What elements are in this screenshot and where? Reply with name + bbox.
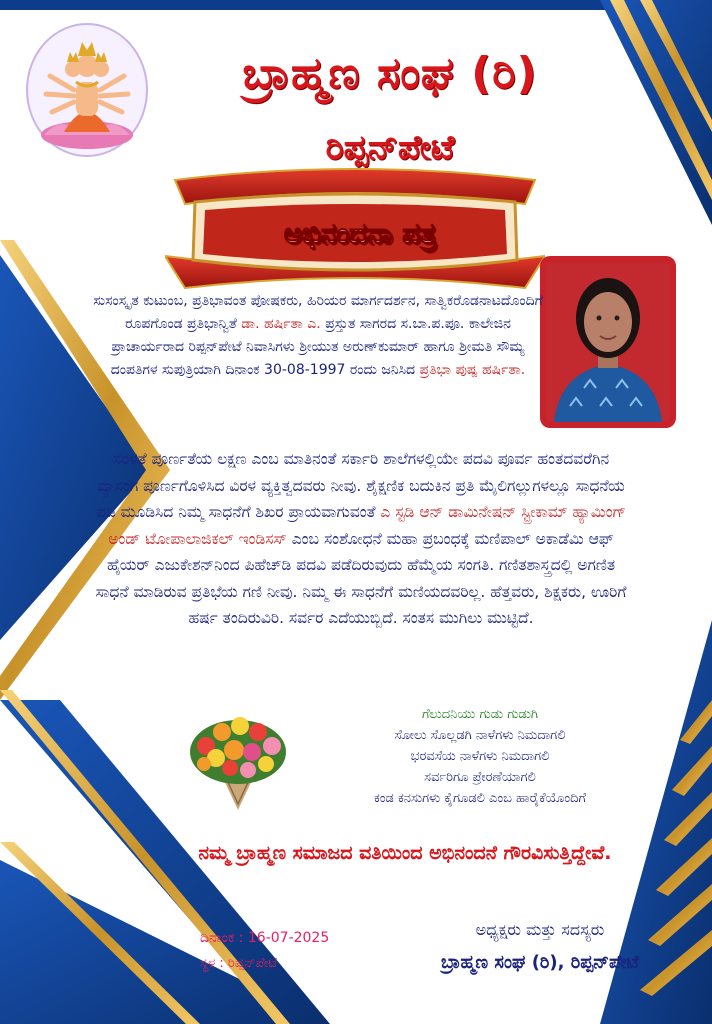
- poem-line: ಗೆಲುದನಿಯು ಗುಡು ಗುಡುಗಿ: [422, 707, 538, 722]
- portrait-photo: [540, 256, 676, 428]
- signatory-title: ಅಧ್ಯಕ್ಷರು ಮತ್ತು ಸದಸ್ಯರು: [475, 920, 605, 939]
- org-title: ಬ್ರಾಹ್ಮಣ ಸಂಘ (ರಿ): [242, 48, 538, 99]
- banner-title: ಅಭಿನಂದನಾ ಪತ್ರ: [283, 217, 437, 250]
- body-part1: ಸರಳತೆ ಪೂರ್ಣತೆಯ ಲಕ್ಷಣ ಎಂಬ ಮಾತಿನಂತೆ ಸರ್ಕಾರಿ ಶಾಲೆಗಳಲ್ಲಿಯೇ ಪದವಿ ಪೂರ್ವ ಹಂತದವರೆಗಿನ ವ್ಯಾಸಂಗ ಪೂರ್ಣಗೊಳಿಸಿದ ವಿರಳ ವ್ಯಕ್ತಿತ್ವದವರು ನೀವು. ಶೈಕ್ಷಣಿಕ ಬದುಕಿನ ಪ್ರತಿ ಮೈಲಿಗಲ್ಲುಗಳಲ್ಲೂ ಸಾಧನೆಯ ಪಡಿ ಮೂಡಿಸಿದ ನಿಮ್ಮ ಸಾಧನೆಗೆ ಶಿಖರ ಪ್ರಾಯವಾಗುವಂತೆ: [96, 450, 625, 521]
- poem-line: ಭರವಸೆಯ ನಾಳೆಗಳು ನಿಮದಾಗಲಿ: [410, 749, 550, 764]
- honor-line: ನಮ್ಮ ಬ್ರಾಹ್ಮಣ ಸಮಾಜದ ವತಿಯಿಂದ ಅಭಿನಂದನೆ ಗೌರವಿಸುತ್ತಿದ್ದೇವೆ.: [198, 842, 612, 864]
- date-label: ದಿನಾಂಕ : 16-07-2025: [200, 930, 330, 946]
- poem-line: ಸೋಲು ಸೊಲ್ಲಡಗಿ ನಾಳೆಗಳು ನಿಮದಾಗಲಿ: [394, 728, 566, 743]
- org-place: ರಿಪ್ಪನ್‌ಪೇಟೆ: [325, 128, 455, 168]
- honoree-name: ಡಾ. ಹರ್ಷಿತಾ ಎ.: [241, 316, 321, 332]
- thesis-title: ಎ ಸ್ಟಡಿ ಆನ್ ಡಾಮಿನೇಷನ್ ಸ್ಟ್ರೀಕಾಮ್ ಹ್ಯಾಮಿಂಗ್ ಅಂಡ್ ಟೋಪಾಲಾಜಿಕಲ್ ಇಂಡಿಸಸ್: [108, 503, 626, 548]
- body-part2: ಎಂಬ ಸಂಶೋಧನೆ ಮಹಾ ಪ್ರಬಂಧಕ್ಕೆ ಮಣಿಪಾಲ್ ಅಕಾಡೆಮಿ ಆಫ್ ಹೈಯರ್ ಎಜುಕೇಶನ್‌ನಿಂದ ಪಿಹೆಚ್‌ಡಿ ಪದವಿ ಪಡೆದಿರುವುದು ಹೆಮ್ಮೆಯ ಸಂಗತಿ. ಗಣಿತಶಾಸ್ತ್ರದಲ್ಲಿ ಅಗಣಿತ ಸಾಧನೆ ಮಾಡಿರುವ ಪ್ರತಿಭೆಯ ಗಣಿ ನೀವು. ನಿಮ್ಮ ಈ ಸಾಧನೆಗೆ ಮಣಿಯದವರಿಲ್ಲ. ಹೆತ್ತವರು, ಶಿಕ್ಷಕರು, ಊರಿಗೆ ಹರ್ಷ ತಂದಿರುವಿರಿ. ಸರ್ವರ ಎದೆಯುಬ್ಬಿದೆ. ಸಂತಸ ಮುಗಿಲು ಮುಟ್ಟಿದೆ.: [95, 529, 627, 627]
- deity-emblem-icon: [22, 20, 152, 160]
- intro-part1: ಸುಸಂಸ್ಕೃತ ಕುಟುಂಬ, ಪ್ರತಿಭಾವಂತ ಪೋಷಕರು, ಹಿರಿಯರ ಮಾರ್ಗದರ್ಶನ, ಸಾತ್ವಿಕರೊಡನಾಟದೊಂದಿಗೆ ರೂಪಗೊಂಡ ಪ್ರತಿಭಾನ್ವಿತೆ: [93, 293, 543, 332]
- place-label: ಸ್ಥಳ : ರಿಪ್ಪನ್‌ಪೇಟೆ: [200, 956, 278, 971]
- poem-block: [330, 704, 630, 809]
- flower-bouquet-icon: [186, 706, 290, 814]
- intro-closing: ಪ್ರತಿಭಾ ಪುಷ್ಪ ಹರ್ಷಿತಾ.: [419, 362, 526, 378]
- intro-part2: ಪ್ರಸ್ತುತ ಸಾಗರದ ಸ.ಬಾ.ಪ.ಪೂ. ಕಾಲೇಜಿನ ಪ್ರಾಚಾರ್ಯರಾದ ರಿಪ್ಪನ್‌ಪೇಟೆ ನಿವಾಸಿಗಳು ಶ್ರೀಯುತ ಅರುಣ್‌ಕುಮಾರ್ ಹಾಗೂ ಶ್ರೀಮತಿ ಸೌಮ್ಯ ದಂಪತಿಗಳ ಸುಪುತ್ರಿಯಾಗಿ ದಿನಾಂಕ 30-08-1997 ರಂದು ಜನಿಸಿದ: [110, 316, 525, 378]
- poem-line: ಸರ್ವರಿಗೂ ಪ್ರೇರಣೆಯಾಗಲಿ: [424, 770, 536, 785]
- signatory-org: ಬ್ರಾಹ್ಮಣ ಸಂಘ (ರಿ), ರಿಪ್ಪನ್‌ಪೇಟೆ: [441, 952, 639, 973]
- intro-paragraph: [88, 290, 548, 382]
- body-paragraph: [94, 446, 628, 632]
- poem-line: ಕಂಡ ಕನಸುಗಳು ಕೈಗೂಡಲಿ ಎಂಬ ಹಾರೈಕೆಯೊಂದಿಗೆ: [373, 791, 587, 806]
